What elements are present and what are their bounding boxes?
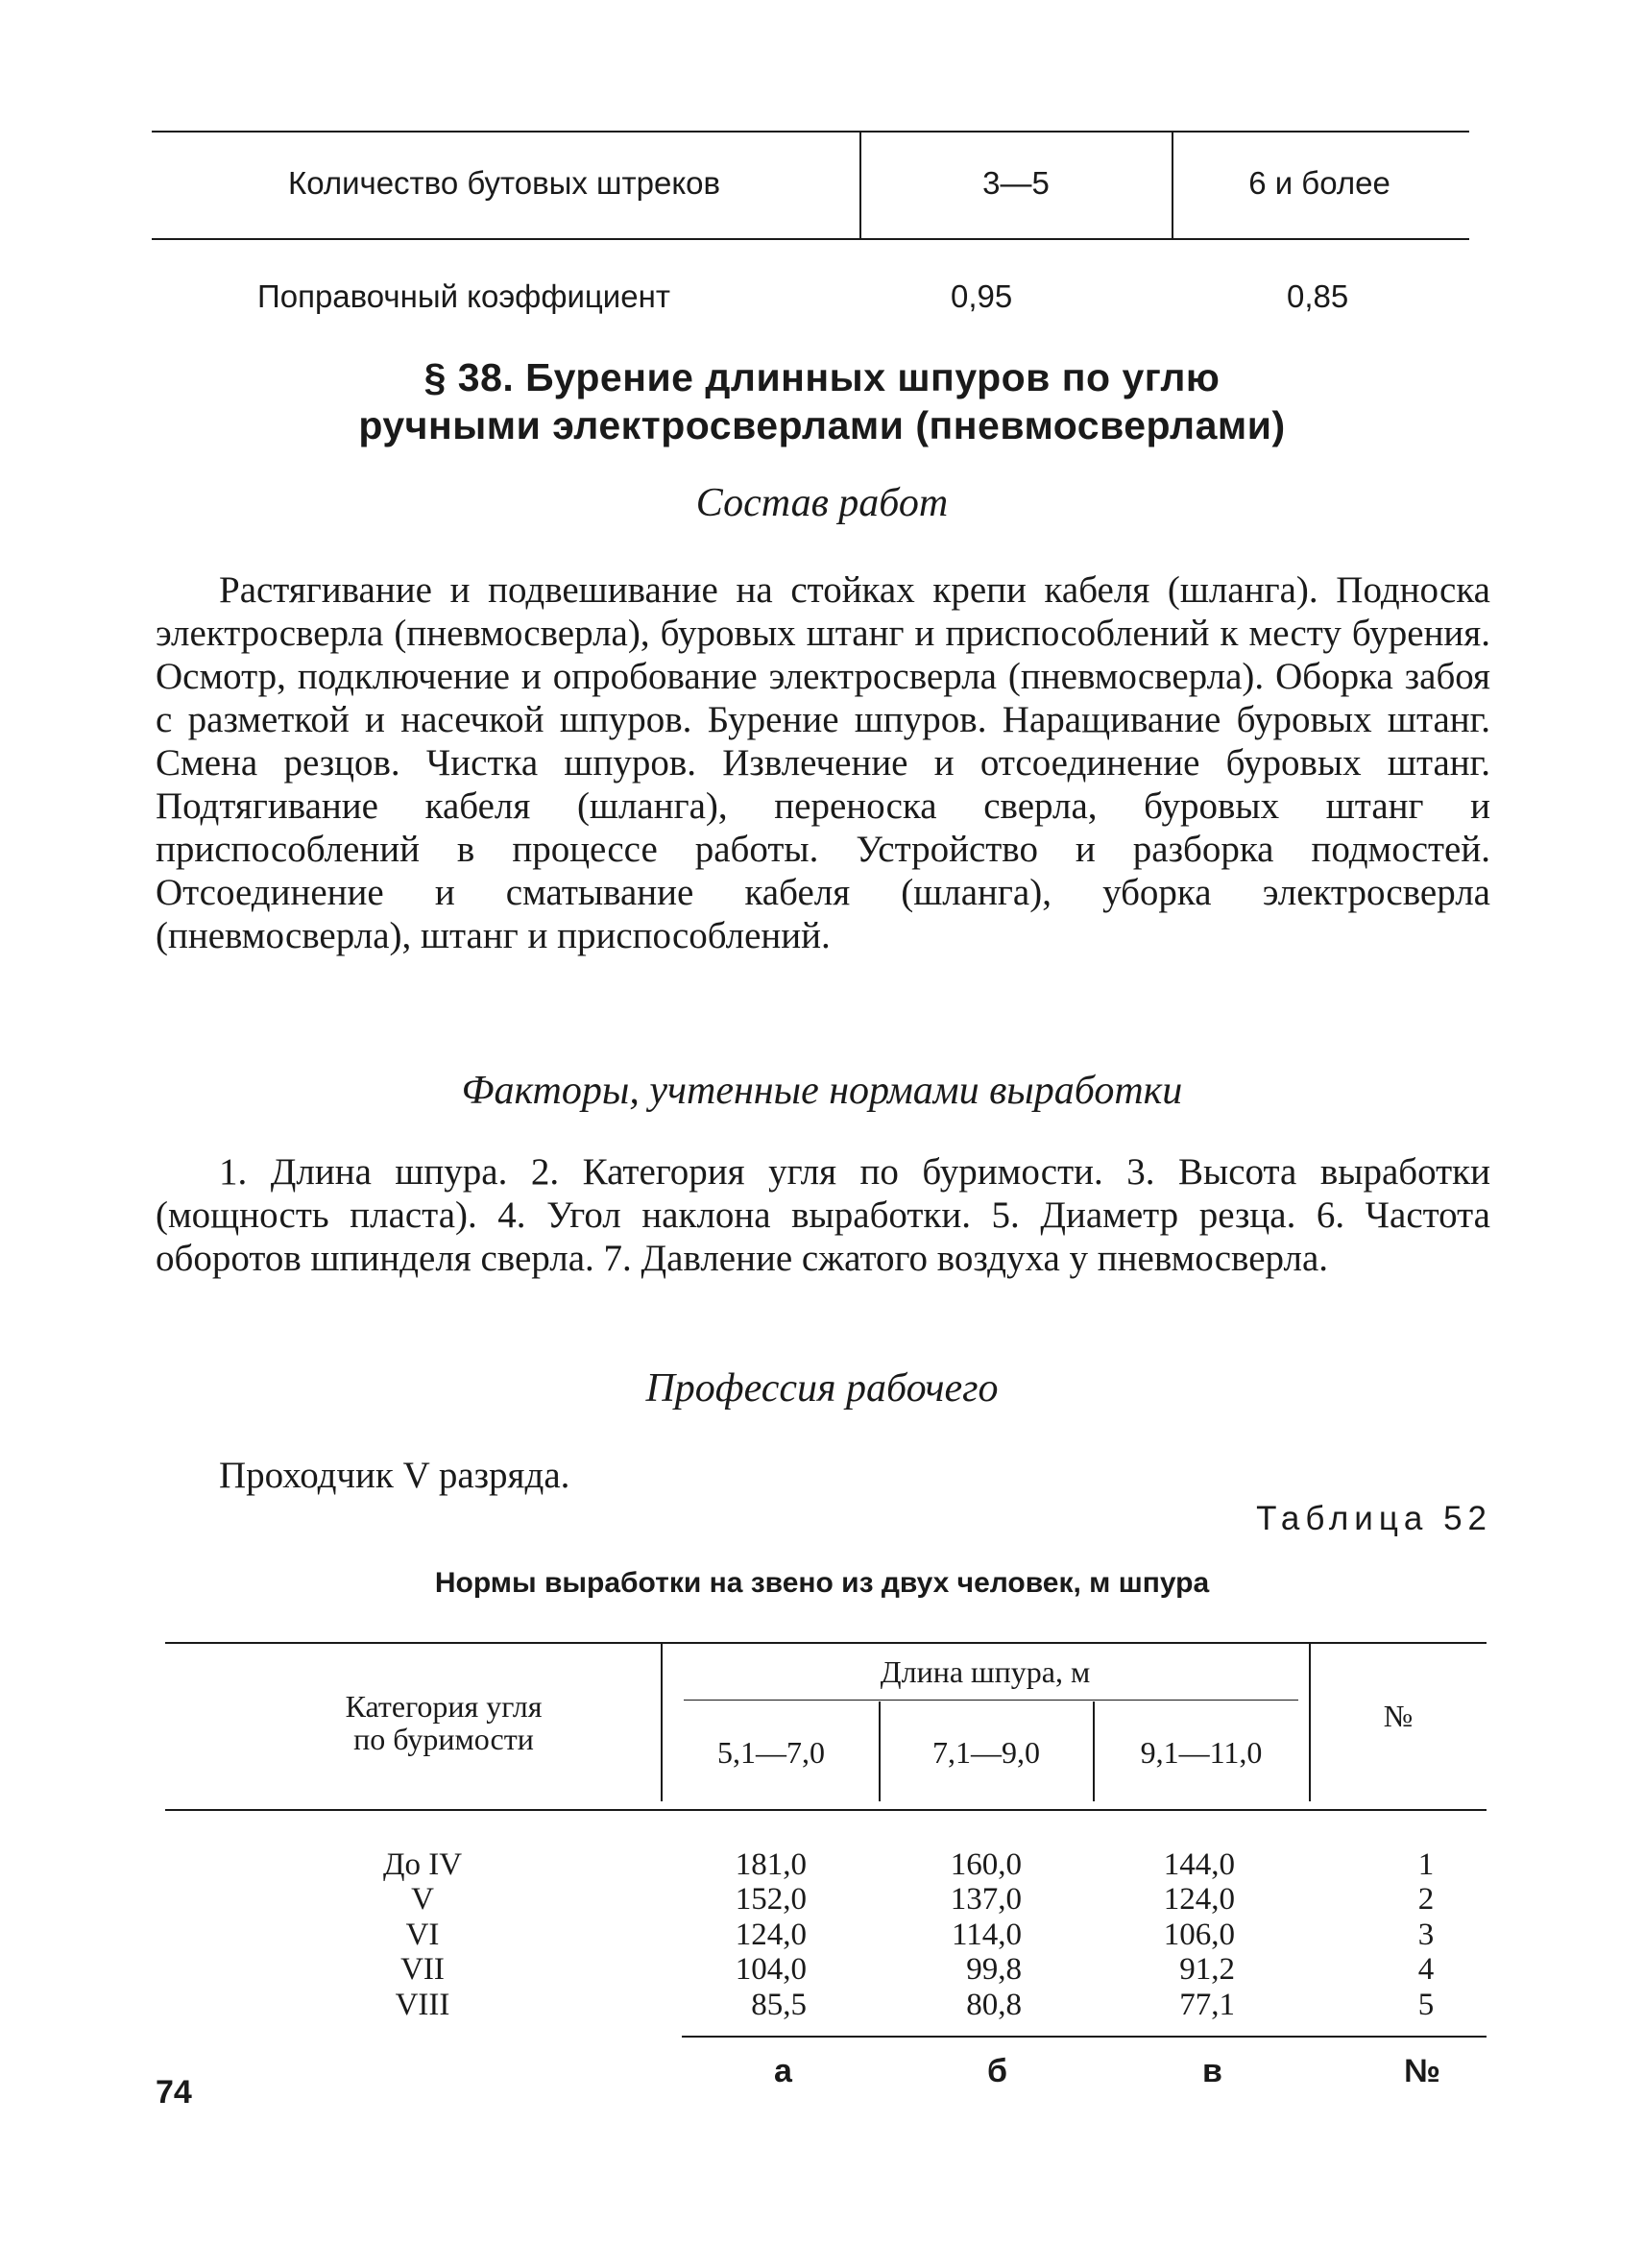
value-cell-b: 80,8 (966, 1988, 1022, 2022)
row-number: 5 (1417, 1988, 1435, 2022)
table-label: Таблица 52 (1256, 1500, 1492, 1537)
section-heading-line2: ручными электросверлами (пневмосверлами) (358, 403, 1286, 447)
value-cell-b: 160,0 (950, 1847, 1022, 1882)
value-cell-a: 104,0 (735, 1952, 807, 1987)
composition-text (156, 568, 1490, 957)
value-cell-c: 106,0 (1163, 1918, 1235, 1952)
row-number: 1 (1417, 1847, 1435, 1882)
factors-paragraph: 1. Длина шпура. 2. Категория угля по буримости. 3. Высота выработки (мощность пласта). 4. Угол наклона выработки. 5. Диаметр резца. 6. Частота оборотов шпинделя сверла. 7. Давление сжатого воздуха у пневмосверла. (156, 1151, 1490, 1279)
value-cell-a: 85,5 (751, 1988, 807, 2022)
top-table-col1: 3—5 (982, 165, 1050, 201)
top-table-col2: 6 и более (1248, 165, 1390, 201)
category-cell: VI (405, 1918, 440, 1952)
value-cell-b: 99,8 (966, 1952, 1022, 1987)
table-top-rule (165, 1642, 1487, 1644)
row-number: 3 (1417, 1918, 1435, 1952)
value-cell-c: 144,0 (1163, 1847, 1235, 1882)
value-cell-a: 124,0 (735, 1918, 807, 1952)
header-category-line2: по буримости (353, 1722, 534, 1756)
table-header-divider (1309, 1642, 1311, 1801)
table-header-subrule (684, 1700, 1298, 1701)
composition-paragraph: Растягивание и подвешивание на стойках крепи кабеля (шланга). Подноска электросверла (пневмосверла), буровых штанг и приспособлений к месту бурения. Осмотр, подключение и опробование электросверла (пневмосверла). Оборка забоя с разметкой и насечкой шпуров. Бурение шпуров. Наращивание буровых штанг. Смена резцов. Чистка шпуров. Извлечение и отсоединение буровых штанг. Подтягивание кабеля (шланга), переноска сверла, буровых штанг и приспособлений в процессе работы. Устройство и разборка подмостей. Отсоединение и сматывание кабеля (шланга), уборка электросверла (пневмосверла), штанг и приспособлений. (156, 569, 1490, 956)
table-header-rule (165, 1809, 1487, 1811)
table-header-divider (879, 1701, 881, 1801)
value-cell-c: 91,2 (1179, 1952, 1235, 1987)
page-number: 74 (156, 2074, 192, 2111)
category-cell: V (411, 1882, 434, 1917)
row-number: 4 (1417, 1952, 1435, 1987)
category-cell: VII (400, 1952, 445, 1987)
value-cell-b: 114,0 (951, 1918, 1022, 1952)
footer-label-b: б (987, 2053, 1008, 2089)
section-heading-line1: § 38. Бурение длинных шпуров по углю (423, 355, 1221, 399)
footer-label-c: в (1202, 2053, 1222, 2089)
footer-label-a: а (774, 2053, 792, 2089)
table-title: Нормы выработки на звено из двух человек, м шпура (434, 1567, 1210, 1599)
value-cell-b: 137,0 (950, 1882, 1022, 1917)
factors-title: Факторы, учтенные нормами выработки (461, 1069, 1183, 1113)
profession-title: Профессия рабочего (645, 1366, 999, 1411)
top-table-row-label: Количество бутовых штреков (287, 165, 721, 201)
value-cell-a: 181,0 (735, 1847, 807, 1882)
header-length: Длина шпура, м (880, 1654, 1091, 1689)
category-cell: VIII (395, 1988, 450, 2022)
footer-label-num: № (1404, 2053, 1440, 2089)
value-cell-c: 124,0 (1163, 1882, 1235, 1917)
header-category-line1: Категория угля (345, 1689, 543, 1724)
value-cell-a: 152,0 (735, 1882, 807, 1917)
top-table-divider (1172, 131, 1173, 238)
factors-text (156, 1150, 1490, 1280)
header-col-b: 7,1—9,0 (932, 1735, 1040, 1770)
header-col-c: 9,1—11,0 (1140, 1735, 1263, 1770)
top-table-rule (152, 131, 1469, 133)
value-cell-c: 77,1 (1179, 1988, 1235, 2022)
top-table-rule (152, 238, 1469, 240)
coef-label: Поправочный коэффициент (257, 278, 670, 314)
row-number: 2 (1417, 1882, 1435, 1917)
header-col-a: 5,1—7,0 (717, 1735, 825, 1770)
top-table-divider (859, 131, 861, 238)
category-cell: До IV (382, 1847, 463, 1882)
header-num: № (1383, 1699, 1414, 1733)
coef-value-1: 0,95 (951, 278, 1013, 314)
profession-text: Проходчик V разряда. (219, 1455, 570, 1496)
composition-title: Состав работ (695, 481, 949, 525)
coef-value-2: 0,85 (1287, 278, 1349, 314)
table-header-divider (1093, 1701, 1095, 1801)
table-bottom-rule (682, 2036, 1487, 2038)
